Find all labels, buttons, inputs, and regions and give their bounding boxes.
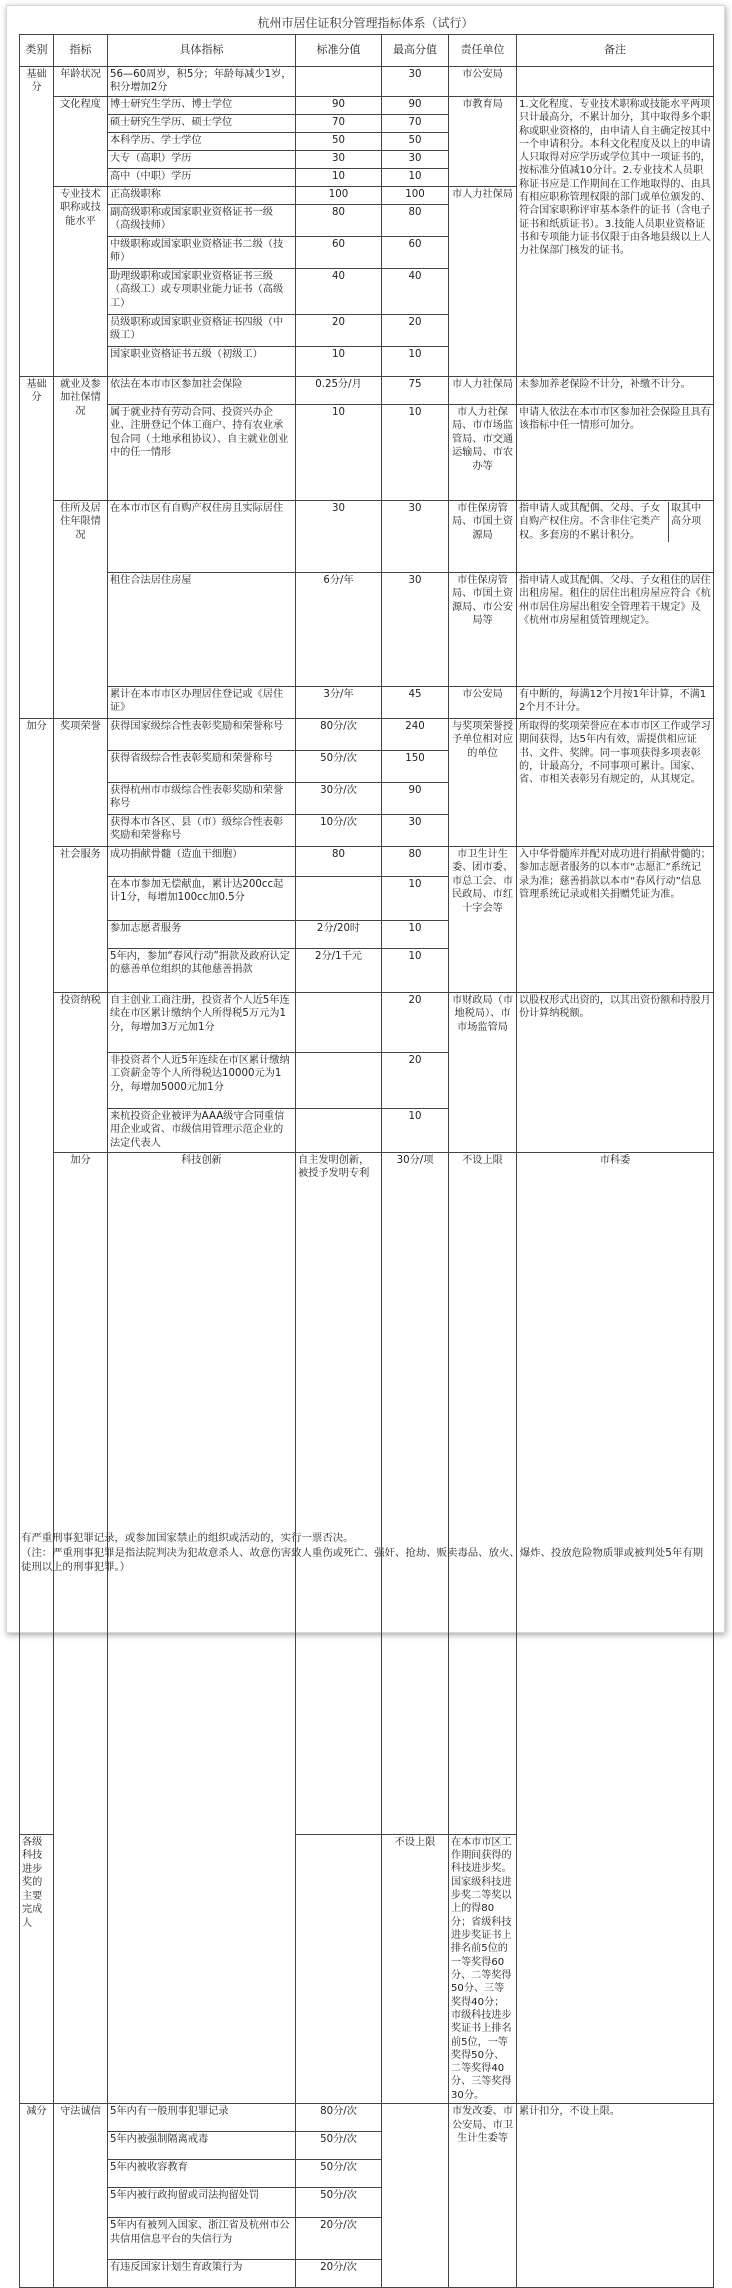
item-cell: 56—60周岁，积5分；年龄每减少1岁，积分增加2分 xyxy=(108,67,296,97)
table-row xyxy=(20,404,714,500)
standard-cell: 70 xyxy=(296,114,382,132)
item-cell: 获得本市各区、县（市）级综合性表彰奖励和荣誉称号 xyxy=(108,814,296,846)
standard-cell: 30 xyxy=(296,150,382,168)
item-cell: 博士研究生学历、博士学位 xyxy=(108,96,296,114)
standard-cell xyxy=(296,1052,382,1108)
indicator-cell: 社会服务 xyxy=(54,846,108,992)
note-cell: 1.文化程度、专业技术职称或技能水平两项只计最高分，不累计加分，其中取得多个职称或职业资格的，由申请人自主确定按其中一个申请积分。本科文化程度及以上的申请人只取得对应学历或学位其中一项证书的，按标准分值减10分计。2.专业技术人员职称证书应是工作期间在工作地取得的、由具有相应职称管理权限的部门或单位颁发的、符合国家职称评审基本条件的证书（含电子证书和纸质证书）。3.技能人员职业资格证书和专项能力证书仅限于由各地县级以上人力社保部门核发的证书。 xyxy=(517,96,714,376)
max-cell: 80 xyxy=(382,204,449,236)
standard-cell: 2分/1千元 xyxy=(296,948,382,992)
max-cell: 20 xyxy=(382,1052,449,1108)
item-cell: 累计在本市市区办理居住登记或《居住证》 xyxy=(108,686,296,718)
table-row xyxy=(20,992,714,1052)
max-cell: 不设上限 xyxy=(382,1834,449,2103)
standard-cell xyxy=(296,992,382,1052)
standard-cell: 80分/次 xyxy=(296,718,382,750)
standard-cell: 50 xyxy=(296,132,382,150)
document-frame xyxy=(6,5,725,2274)
table-row xyxy=(20,718,714,750)
max-cell: 10 xyxy=(382,920,449,948)
unit-cell: 市人力社保局 xyxy=(449,186,517,376)
unit-cell: 市人力社保局、市市场监管局、市交通运输局、市农办等 xyxy=(449,404,517,500)
max-cell: 50 xyxy=(382,132,449,150)
note-side-text: 取其中高分项 xyxy=(671,502,702,528)
standard-cell: 0.25分/月 xyxy=(296,376,382,404)
indicator-cell: 年龄状况 xyxy=(54,67,108,97)
item-cell: 5年内被收容教育 xyxy=(108,2160,296,2188)
max-cell: 10 xyxy=(382,168,449,186)
table-row xyxy=(20,500,714,572)
item-cell: 有违反国家计划生育政策行为 xyxy=(108,2260,296,2288)
max-cell: 30 xyxy=(382,500,449,572)
table-row xyxy=(20,96,714,114)
item-cell: 5年内有被列入国家、浙江省及杭州市公共信用信息平台的失信行为 xyxy=(108,2218,296,2260)
category-cell: 基础分 xyxy=(20,67,54,377)
footer-note xyxy=(21,1531,711,1575)
note-cell: 以股权形式出资的，以其出资份额和持股月份计算纳税额。 xyxy=(517,992,714,1152)
standard-cell: 6分/年 xyxy=(296,572,382,686)
item-cell: 获得省级综合性表彰奖励和荣誉称号 xyxy=(108,750,296,782)
max-cell: 30 xyxy=(382,814,449,846)
unit-cell: 市住保房管局、市国土资源局 xyxy=(449,500,517,572)
note-cell: 所取得的奖项荣誉应在本市市区工作或学习期间获得，达5年内有效，需提供相应证书、文件、奖牌。同一事项获得多项表彰的，计最高分，不同事项可累计。国家、省、市相关表彰另有规定的，从其规定。 xyxy=(517,718,714,846)
standard-cell: 30分/项 xyxy=(382,1152,449,1834)
standard-cell xyxy=(296,876,382,920)
header-indicator: 指标 xyxy=(54,35,108,67)
item-cell: 非投资者个人近5年连续在市区累计缴纳工资薪金等个人所得税达10000元为1分，每增加5000元加1分 xyxy=(108,1052,296,1108)
item-cell: 在本市参加无偿献血，累计达200cc起计1分，每增加100cc加0.5分 xyxy=(108,876,296,920)
max-cell: 100 xyxy=(382,186,449,204)
item-cell: 5年内有一般刑事犯罪记录 xyxy=(108,2104,296,2132)
item-cell: 自主发明创新，被授予发明专利 xyxy=(296,1152,382,1834)
header-max-score: 最高分值 xyxy=(382,35,449,67)
standard-cell: 10分/次 xyxy=(296,814,382,846)
header-row xyxy=(20,35,714,67)
unit-cell: 市教育局 xyxy=(449,96,517,186)
note-cell: 累计扣分，不设上限。 xyxy=(517,2104,714,2288)
max-cell: 10 xyxy=(382,404,449,500)
max-cell: 150 xyxy=(382,750,449,782)
standard-cell: 10 xyxy=(296,346,382,376)
item-cell: 获得杭州市市级综合性表彰奖励和荣誉称号 xyxy=(108,782,296,814)
indicator-cell: 奖项荣誉 xyxy=(54,718,108,846)
item-cell: 高中（中职）学历 xyxy=(108,168,296,186)
max-cell: 10 xyxy=(382,876,449,920)
indicator-cell: 守法诚信 xyxy=(54,2104,108,2288)
item-cell: 大专（高职）学历 xyxy=(108,150,296,168)
note-cell: 在本市市区工作期间获得的科技进步奖。国家级科技进步奖二等奖以上的得80分；省级科技进步奖证书上排名前5位的一等奖得60分、二等奖得50分、三等奖得40分；市级科技进步奖证书上排名前5位，一等奖得50分、二等奖得40分、三等奖得30分。 xyxy=(449,1834,517,2103)
unit-cell: 市公安局 xyxy=(449,686,517,718)
max-cell: 不设上限 xyxy=(449,1152,517,1834)
header-standard-score: 标准分值 xyxy=(296,35,382,67)
item-cell: 中级职称或国家职业资格证书二级（技师） xyxy=(108,236,296,268)
page-title: 杭州市居住证积分管理指标体系（试行） xyxy=(257,16,474,30)
max-cell: 40 xyxy=(382,268,449,314)
standard-cell: 50分/次 xyxy=(296,2188,382,2218)
footer-line-1: 有严重刑事犯罪记录，或参加国家禁止的组织或活动的，实行一票否决。 xyxy=(21,1532,354,1544)
max-cell: 45 xyxy=(382,686,449,718)
indicator-cell: 专业技术职称或技能水平 xyxy=(54,186,108,376)
unit-cell: 市公安局 xyxy=(449,67,517,97)
category-cell: 减分 xyxy=(20,2104,54,2288)
max-cell: 75 xyxy=(382,376,449,404)
note-cell: 有中断的，每满12个月按1年计算，不满12个月不计分。 xyxy=(517,686,714,718)
standard-cell: 40 xyxy=(296,268,382,314)
table-row xyxy=(20,1152,714,1834)
unit-cell: 市住保房管局、市国土资源局、市公安局等 xyxy=(449,572,517,686)
standard-cell: 20分/次 xyxy=(296,2260,382,2288)
note-cell xyxy=(517,500,714,572)
unit-cell: 市发改委、市公安局、市卫生计生委等 xyxy=(449,2104,517,2288)
unit-cell: 市财政局（市地税局）、市市场监管局 xyxy=(449,992,517,1152)
max-cell xyxy=(382,2104,449,2288)
standard-cell: 20 xyxy=(296,314,382,346)
item-cell: 硕士研究生学历、硕士学位 xyxy=(108,114,296,132)
item-cell: 5年内被强制隔离戒毒 xyxy=(108,2132,296,2160)
max-cell: 30 xyxy=(382,150,449,168)
item-cell: 5年内被行政拘留或司法拘留处罚 xyxy=(108,2188,296,2218)
standard-cell: 10 xyxy=(296,404,382,500)
standard-cell: 90 xyxy=(296,96,382,114)
standard-cell: 50分/次 xyxy=(296,750,382,782)
item-cell: 正高级职称 xyxy=(108,186,296,204)
item-cell: 属于就业持有劳动合同、投资兴办企业、注册登记个体工商户、持有农业承包合同（土地承租协议）、自主就业创业中的任一情形 xyxy=(108,404,296,500)
indicator-cell: 就业及参加社保情况 xyxy=(54,376,108,500)
category-cell: 加分 xyxy=(20,718,54,1834)
header-category: 类别 xyxy=(20,35,54,67)
item-cell: 在本市市区有自购产权住房且实际居住 xyxy=(108,500,296,572)
standard-cell: 50分/次 xyxy=(296,2132,382,2160)
standard-cell: 3分/年 xyxy=(296,686,382,718)
table-row xyxy=(20,686,714,718)
standard-cell: 30分/次 xyxy=(296,782,382,814)
table-row xyxy=(20,2104,714,2132)
item-cell: 国家职业资格证书五级（初级工） xyxy=(108,346,296,376)
item-cell: 自主创业工商注册，投资者个人近5年连续在市区累计缴纳个人所得税5万元为1分，每增加3万元加1分 xyxy=(108,992,296,1052)
unit-cell: 市卫生计生委、团市委、市总工会、市民政局、市红十字会等 xyxy=(449,846,517,992)
item-cell: 助理级职称或国家职业资格证书三级（高级工）或专项职业能力证书（高级工） xyxy=(108,268,296,314)
table-row xyxy=(20,846,714,876)
category-cell: 基础分 xyxy=(20,376,54,718)
max-cell: 80 xyxy=(382,846,449,876)
indicator-cell: 科技创新 xyxy=(108,1152,296,2103)
table-row xyxy=(20,572,714,686)
item-cell: 来杭投资企业被评为AAA级守合同重信用企业或省、市级信用管理示范企业的法定代表人 xyxy=(108,1108,296,1152)
item-cell: 获得国家级综合性表彰奖励和荣誉称号 xyxy=(108,718,296,750)
max-cell: 60 xyxy=(382,236,449,268)
max-cell: 70 xyxy=(382,114,449,132)
standard-cell xyxy=(296,67,382,97)
note-cell: 申请人依法在本市市区参加社会保险且具有该指标中任一情形可加分。 xyxy=(517,404,714,500)
category-cell: 加分 xyxy=(54,1152,108,2103)
max-cell: 90 xyxy=(382,96,449,114)
indicator-cell: 投资纳税 xyxy=(54,992,108,1152)
standard-cell: 20分/次 xyxy=(296,2218,382,2260)
standard-cell xyxy=(296,1108,382,1152)
item-cell: 参加志愿者服务 xyxy=(108,920,296,948)
indicator-cell: 住所及居住年限情况 xyxy=(54,500,108,718)
note-cell xyxy=(517,67,714,97)
max-cell: 20 xyxy=(382,992,449,1052)
note-text: 指申请人或其配偶、父母、子女自购产权住房。不含非住宅类产权。多套房的不累计积分。 xyxy=(519,502,669,542)
unit-cell: 市科委 xyxy=(517,1152,714,2103)
standard-cell: 80 xyxy=(296,204,382,236)
item-cell: 副高级职称或国家职业资格证书一级（高级技师） xyxy=(108,204,296,236)
item-cell: 5年内，参加“春风行动”捐款及政府认定的慈善单位组织的其他慈善捐款 xyxy=(108,948,296,992)
standard-cell: 30 xyxy=(296,500,382,572)
note-cell: 指申请人或其配偶、父母、子女租住的居住出租房屋。租住的居住出租房屋应符合《杭州市居住房屋出租安全管理若干规定》及《杭州市房屋租赁管理规定》。 xyxy=(517,572,714,686)
standard-cell: 100 xyxy=(296,186,382,204)
standard-cell xyxy=(296,1834,382,2103)
max-cell: 10 xyxy=(382,948,449,992)
max-cell: 240 xyxy=(382,718,449,750)
max-cell: 30 xyxy=(382,67,449,97)
standard-cell: 50分/次 xyxy=(296,2160,382,2188)
item-cell: 依法在本市市区参加社会保险 xyxy=(108,376,296,404)
header-item: 具体指标 xyxy=(108,35,296,67)
max-cell: 10 xyxy=(382,346,449,376)
indicator-cell: 文化程度 xyxy=(54,96,108,186)
note-cell: 未参加养老保险不计分，补缴不计分。 xyxy=(517,376,714,404)
item-cell: 本科学历、学士学位 xyxy=(108,132,296,150)
standard-cell: 60 xyxy=(296,236,382,268)
item-cell: 各级科技进步奖的主要完成人 xyxy=(20,1834,54,2103)
table-row xyxy=(20,67,714,97)
max-cell: 10 xyxy=(382,1108,449,1152)
max-cell: 20 xyxy=(382,314,449,346)
unit-cell: 与奖项荣誉授予单位相对应的单位 xyxy=(449,718,517,846)
header-remarks: 备注 xyxy=(517,35,714,67)
table-row xyxy=(20,376,714,404)
indicator-table xyxy=(19,34,714,2288)
item-cell: 成功捐献骨髓（造血干细胞） xyxy=(108,846,296,876)
standard-cell: 10 xyxy=(296,168,382,186)
item-cell: 员级职称或国家职业资格证书四级（中级工） xyxy=(108,314,296,346)
max-cell: 30 xyxy=(382,572,449,686)
standard-cell: 80 xyxy=(296,846,382,876)
item-cell: 租住合法居住房屋 xyxy=(108,572,296,686)
footer-line-2: （注：严重刑事犯罪是指法院判决为犯故意杀人、故意伤害致人重伤或死亡、强奸、抢劫、贩卖毒品、放火、爆炸、投放危险物质罪或被判处5年有期徒刑以上的刑事犯罪。） xyxy=(21,1546,703,1574)
standard-cell: 2分/20时 xyxy=(296,920,382,948)
max-cell: 90 xyxy=(382,782,449,814)
unit-cell: 市人力社保局 xyxy=(449,376,517,404)
header-responsible-unit: 责任单位 xyxy=(449,35,517,67)
note-cell: 入中华骨髓库并配对成功进行捐献骨髓的；参加志愿者服务的以本市“志愿汇”系统记录为准；慈善捐款以本市“春风行动”信息管理系统记录或相关捐赠凭证为准。 xyxy=(517,846,714,992)
standard-cell: 80分/次 xyxy=(296,2104,382,2132)
